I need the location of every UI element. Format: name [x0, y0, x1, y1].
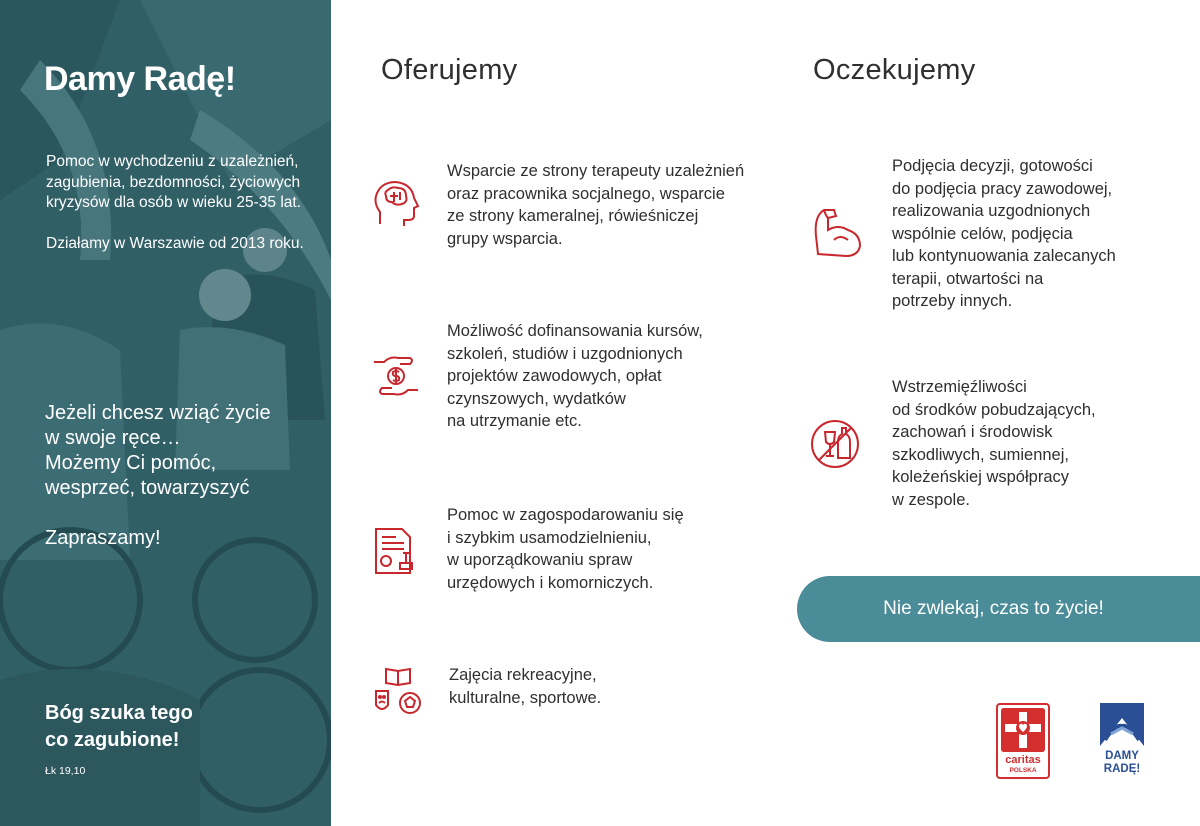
expect-item-2 — [892, 376, 1096, 511]
intro-paragraph-2: Działamy w Warszawie od 2013 roku. — [46, 234, 304, 252]
expect-item-line: Podjęcia decyzji, gotowości — [892, 157, 1093, 175]
expect-item-line: Wstrzemięźliwości — [892, 378, 1027, 396]
wordmark-line: RADĘ! — [1103, 763, 1141, 775]
slogan-banner — [797, 576, 1200, 642]
offer-item-line: ze strony kameralnej, rówieśniczej — [447, 207, 699, 225]
offer-item-line: szkoleń, studiów i uzgodnionych — [447, 344, 683, 363]
hero-panel — [0, 0, 331, 826]
recreation-icon — [372, 665, 424, 717]
offer-item-line: grupy wsparcia. — [447, 229, 563, 248]
cta-line: wesprzeć, towarzyszyć — [45, 477, 250, 499]
document-stamp-icon — [370, 525, 422, 577]
expect-item-line: szkodliwych, sumiennej, — [892, 445, 1069, 464]
strong-arm-icon — [812, 206, 864, 258]
offer-item-line: Możliwość dofinansowania kursów, — [447, 322, 703, 340]
caritas-subtitle: POLSKA — [1009, 767, 1037, 774]
wordmark-line: DAMY — [1105, 750, 1139, 762]
offer-item-line: czynszowych, wydatków — [447, 389, 626, 408]
expect-item-line: terapii, otwartości na — [892, 269, 1044, 288]
expect-item-line: lub kontynuowania zalecanych — [892, 247, 1116, 265]
caritas-logo — [996, 703, 1050, 779]
cta-line: Jeżeli chcesz wziąć życie — [45, 402, 271, 424]
damy-rade-logo — [1097, 700, 1147, 782]
money-hands-icon — [370, 350, 422, 402]
caritas-cross-icon — [1001, 708, 1045, 752]
expect-item-line: w zespole. — [892, 490, 970, 509]
offer-item-line: kulturalne, sportowe. — [449, 688, 602, 707]
slogan-text: Nie zwlekaj, czas to życie! — [883, 598, 1104, 619]
hero-content — [0, 0, 331, 826]
quote-reference: Łk 19,10 — [45, 765, 86, 777]
cta-line: w swoje ręce… — [45, 427, 181, 449]
invite-text: Zapraszamy! — [45, 527, 161, 549]
offer-item-line: urzędowych i komorniczych. — [447, 573, 654, 592]
no-alcohol-icon — [809, 418, 861, 470]
expect-item-line: do podjęcia pracy zawodowej, — [892, 179, 1113, 198]
caritas-name: caritas — [1005, 754, 1041, 766]
call-to-action-text — [45, 401, 325, 501]
mountain-hands-icon — [1097, 700, 1147, 748]
offer-item-line: Pomoc w zagospodarowaniu się — [447, 506, 684, 524]
offer-item-line: projektów zawodowych, opłat — [447, 367, 662, 385]
expect-item-1 — [892, 155, 1116, 313]
offer-item-3 — [447, 504, 684, 594]
offer-item-line: oraz pracownika socjalnego, wsparcie — [447, 184, 725, 203]
offer-item-line: w uporządkowaniu spraw — [447, 551, 633, 569]
damy-rade-wordmark — [1097, 750, 1147, 776]
intro-text — [46, 152, 306, 254]
quote-line: co zagubione! — [45, 729, 180, 751]
brand-title: Damy Radę! — [44, 60, 236, 98]
offer-item-line: na utrzymanie etc. — [447, 412, 582, 430]
quote-line: Bóg szuka tego — [45, 702, 193, 724]
expect-item-line: wspólnie celów, podjęcia — [892, 224, 1073, 243]
bible-quote — [45, 700, 193, 754]
expect-item-line: potrzeby innych. — [892, 292, 1013, 310]
expect-item-line: od środków pobudzających, — [892, 400, 1096, 419]
offer-item-line: Wsparcie ze strony terapeuty uzależnień — [447, 162, 745, 180]
intro-paragraph-1: Pomoc w wychodzeniu z uzależnień, zagubienia, bezdomności, życiowych kryzysów dla osób w wieku 25-35 lat. — [46, 153, 302, 211]
offer-item-1 — [447, 160, 744, 250]
expect-heading: Oczekujemy — [813, 54, 976, 86]
expect-item-line: realizowania uzgodnionych — [892, 202, 1091, 220]
offer-item-line: Zajęcia rekreacyjne, — [449, 666, 597, 684]
offer-item-line: i szybkim usamodzielnieniu, — [447, 528, 652, 547]
offer-heading: Oferujemy — [381, 54, 518, 86]
offer-item-2 — [447, 320, 703, 433]
expect-item-line: koleżeńskiej współpracy — [892, 468, 1069, 486]
expect-item-line: zachowań i środowisk — [892, 423, 1053, 441]
offer-item-4 — [449, 664, 601, 709]
brain-head-icon — [370, 178, 422, 230]
cta-line: Możemy Ci pomóc, — [45, 452, 217, 474]
